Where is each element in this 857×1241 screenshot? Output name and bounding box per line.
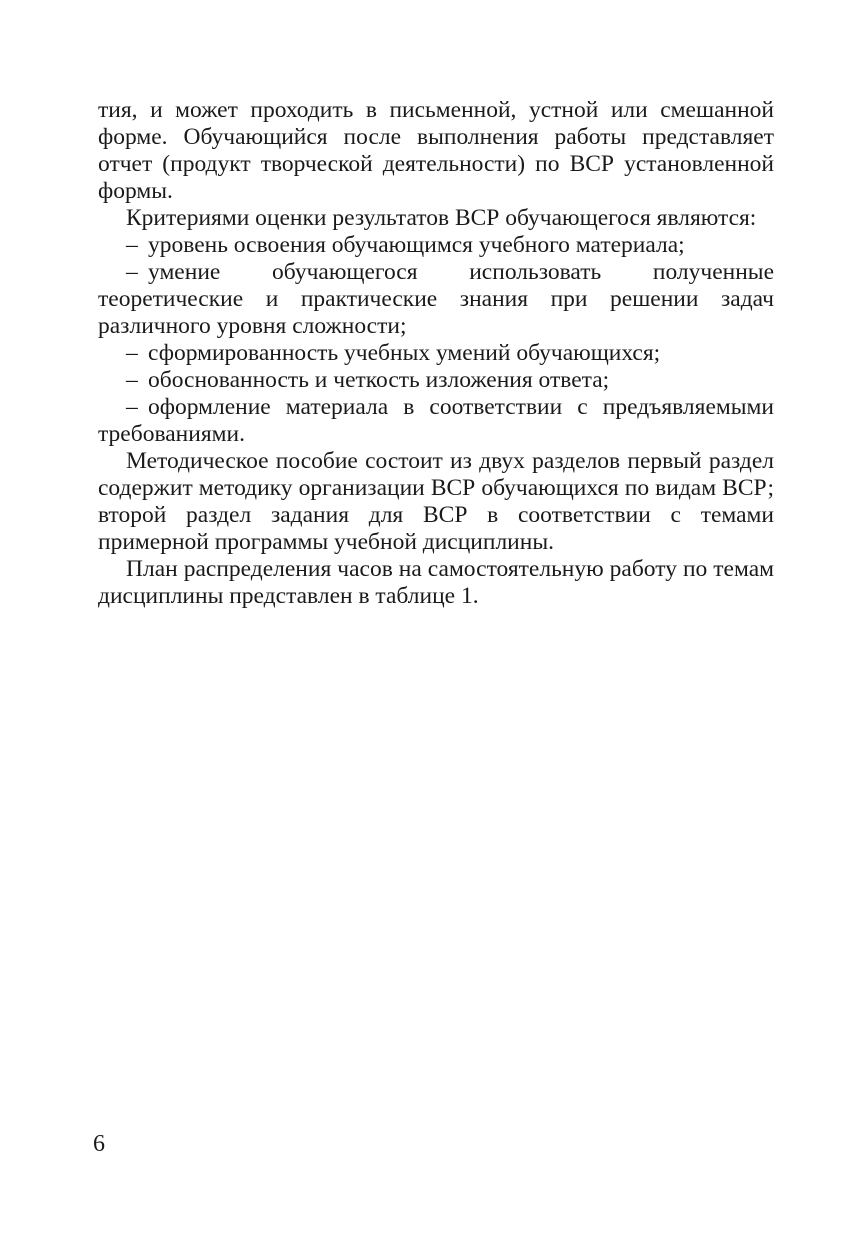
- paragraph-continuation: тия, и может проходить в письменной, устной или смешанной форме. Обучающийся после выполнения работы представляет отчет (продукт творческой деятельности) по ВСР установленной формы.: [98, 97, 774, 204]
- list-item: [98, 232, 774, 259]
- list-item-text: умение обучающегося использовать полученные теоретические и практические знания при решении задач различного уровня сложности;: [98, 259, 774, 339]
- paragraph-plan: План распределения часов на самостоятельную работу по темам дисциплины представлен в таблице 1.: [98, 556, 774, 609]
- list-item-text: уровень освоения обучающимся учебного материала;: [148, 232, 685, 258]
- page-number: 6: [93, 1131, 105, 1157]
- bullet-dash: –: [126, 367, 138, 393]
- list-item-text: сформированность учебных умений обучающихся;: [148, 340, 661, 366]
- bullet-dash: –: [126, 340, 138, 366]
- body-text: [98, 97, 774, 610]
- bullet-dash: –: [126, 232, 138, 258]
- list-item: [98, 367, 774, 394]
- paragraph-structure: Методическое пособие состоит из двух разделов первый раздел содержит методику организации ВСР обучающихся по видам ВСР; второй раздел задания для ВСР в соответствии с темами примерной программы учебной дисциплины.: [98, 448, 774, 555]
- list-item-text: оформление материала в соответствии с предъявляемыми требованиями.: [98, 394, 774, 447]
- list-item-text: обоснованность и четкость изложения ответа;: [148, 367, 610, 393]
- paragraph-criteria-intro: Критериями оценки результатов ВСР обучающегося являются:: [126, 205, 757, 231]
- list-item: [98, 394, 774, 448]
- list-item: [98, 340, 774, 367]
- bullet-dash: –: [126, 394, 138, 420]
- list-item: [98, 259, 774, 340]
- bullet-dash: –: [126, 259, 138, 285]
